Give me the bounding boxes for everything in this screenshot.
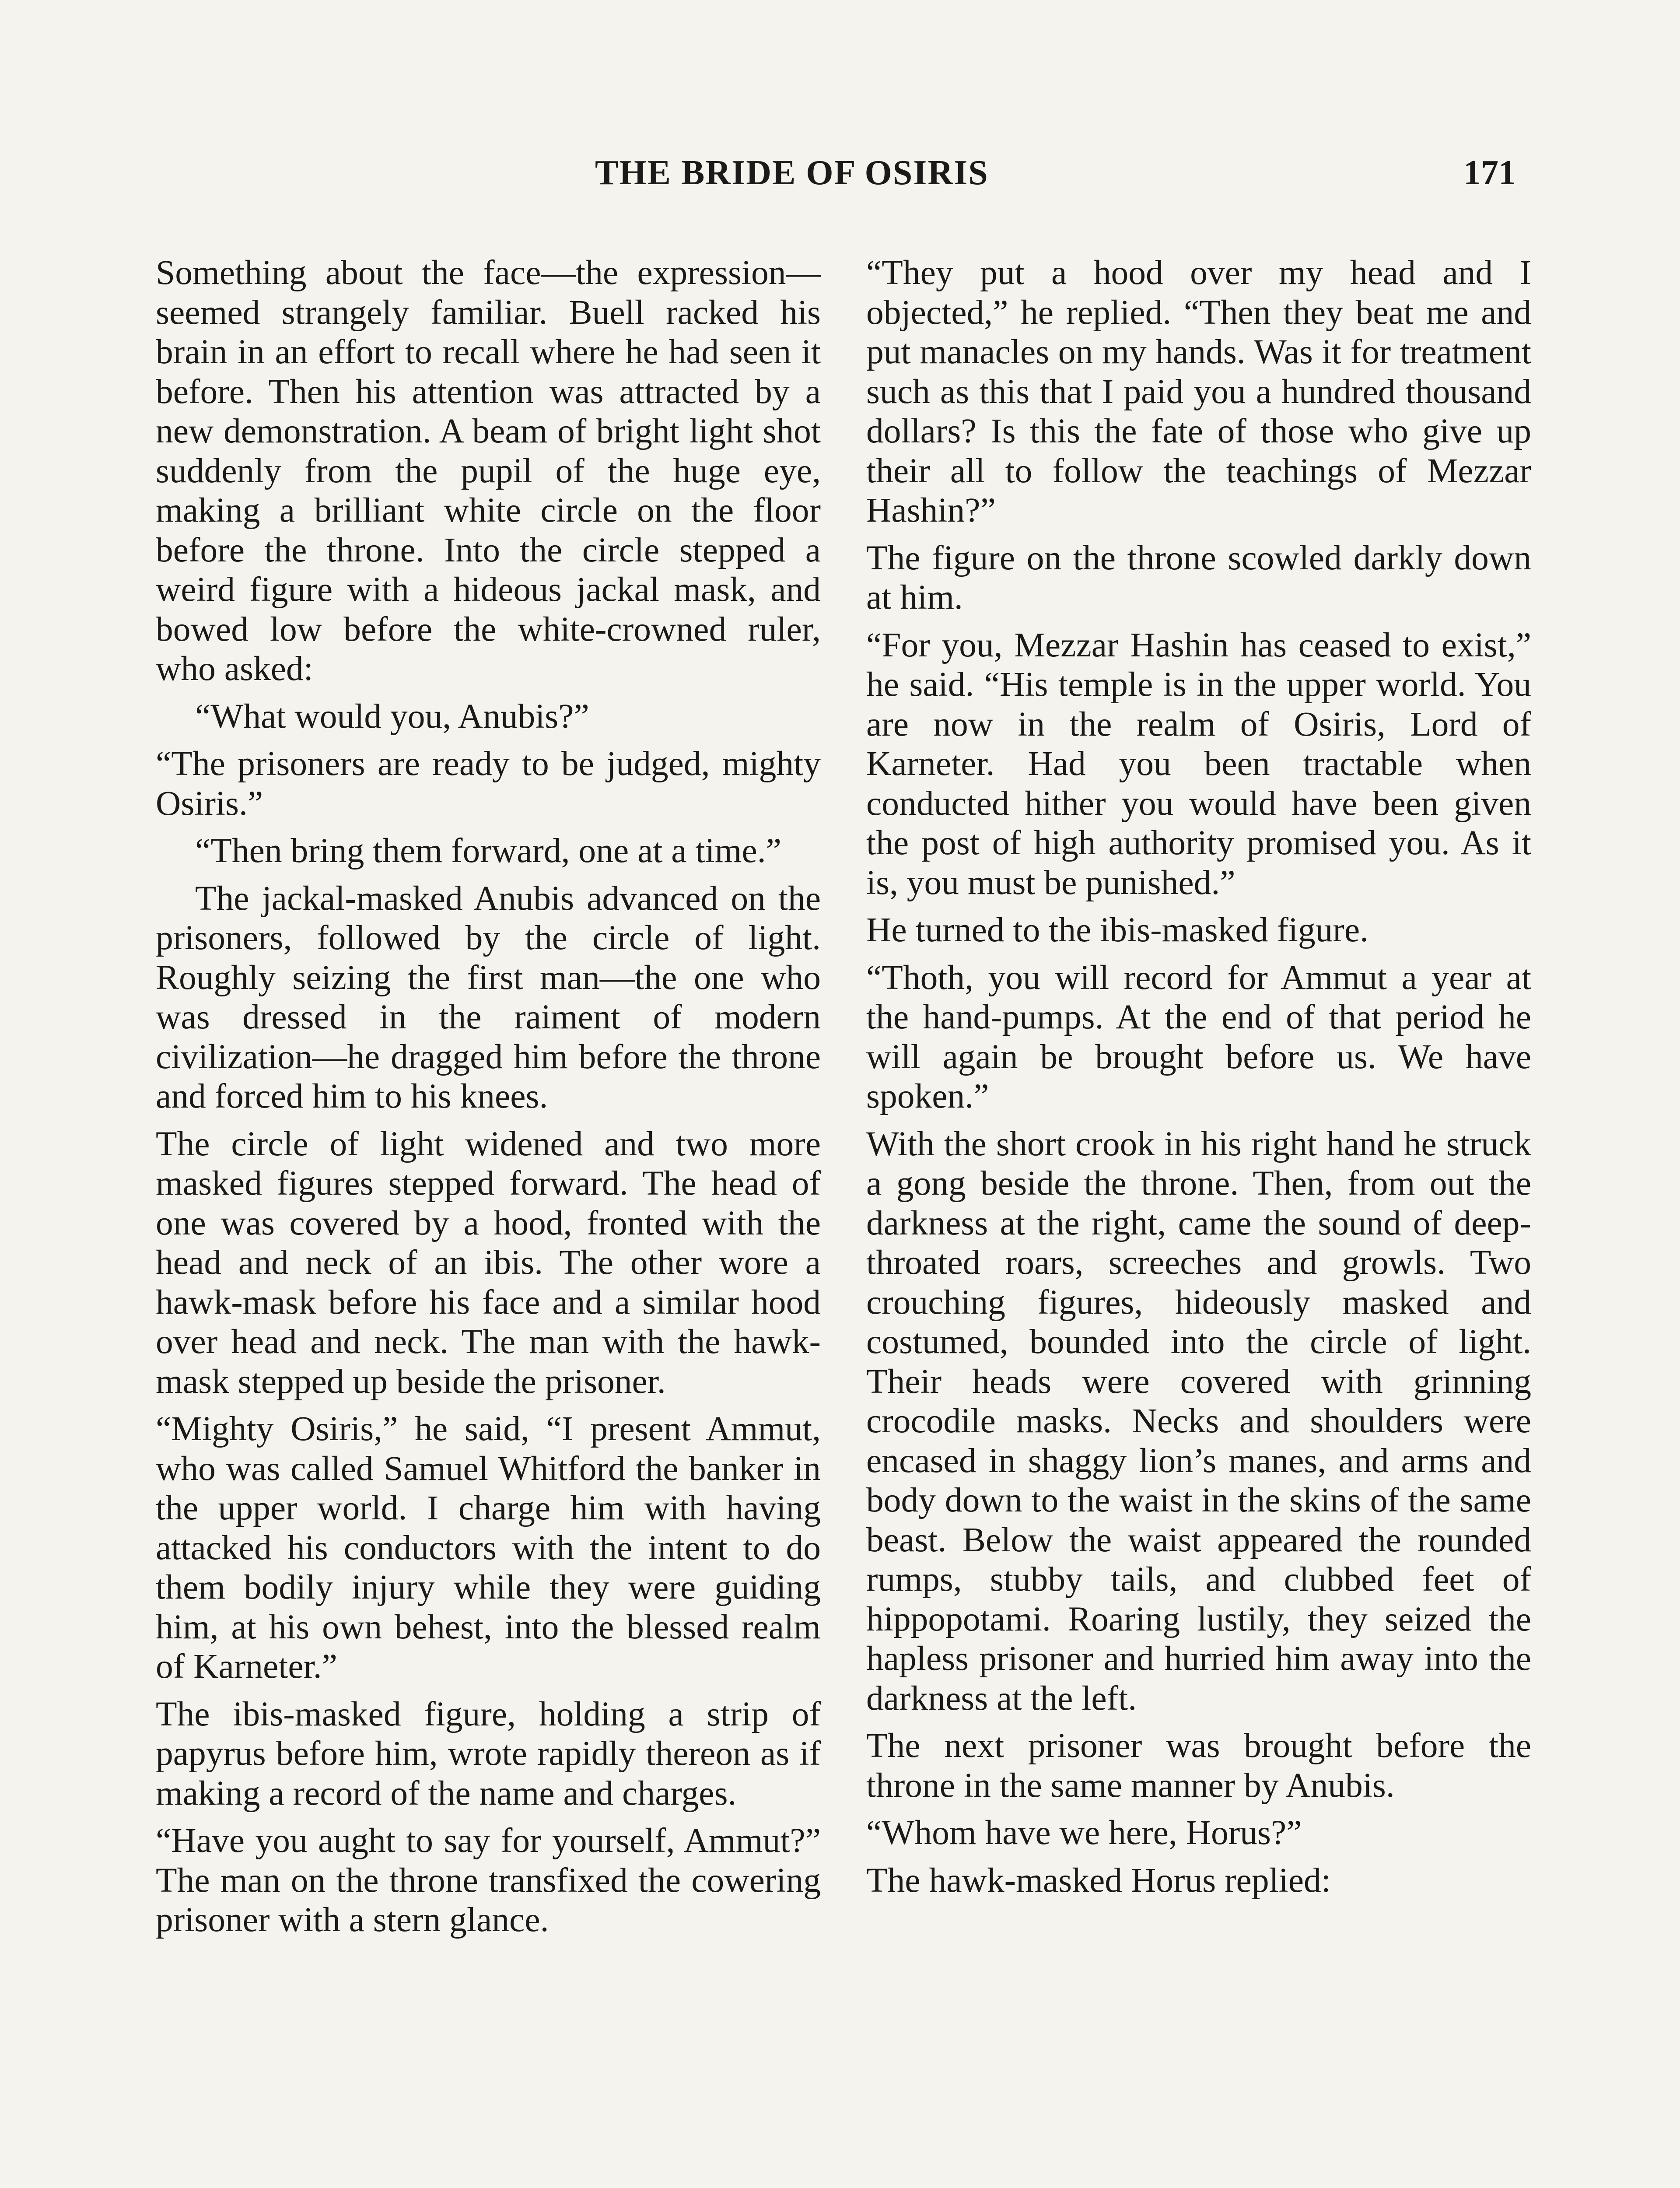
paragraph: “For you, Mezzar Hashin has ceased to exist,” he said. “His temple is in the upper world. You are now in the realm of Osiris, Lord of Karneter. Had you been tractable when conducted hither you would have been given the post of high authority promised you. As it is, you must be punished.”	[866, 625, 1531, 902]
paragraph: The figure on the throne scowled darkly down at him.	[866, 538, 1531, 617]
paragraph: “What would you, Anubis?”	[195, 697, 589, 736]
page-number: 171	[1463, 154, 1516, 192]
paragraph: The circle of light widened and two more masked figures stepped forward. The head of one was covered by a hood, fronted with the head and neck of an ibis. The other wore a hawk-mask before his face and a similar hood over head and neck. The man with the hawk-mask stepped up beside the prisoner.	[156, 1124, 821, 1401]
paragraph: The hawk-masked Horus replied:	[866, 1861, 1331, 1900]
paragraph: “Whom have we here, Horus?”	[866, 1813, 1302, 1852]
paragraph: “They put a hood over my head and I objected,” he replied. “Then they beat me and put manacles on my hands. Was it for treatment such as this that I paid you a hundred thousand dollars? Is this the fate of those who give up their all to follow the teachings of Mezzar Hashin?”	[866, 253, 1531, 529]
paragraph: “The prisoners are ready to be judged, mighty Osiris.”	[156, 744, 821, 823]
right-column	[866, 253, 1531, 1908]
paragraph: “Have you aught to say for yourself, Ammut?” The man on the throne transfixed the cowering prisoner with a stern glance.	[156, 1821, 821, 1939]
running-title: THE BRIDE OF OSIRIS	[595, 154, 989, 192]
paragraph: The jackal-masked Anubis advanced on the prisoners, followed by the circle of light. Roughly seizing the first man—the one who was dressed in the raiment of modern civilization—he dragged him before the throne and forced him to his knees.	[156, 879, 821, 1115]
paragraph: “Thoth, you will record for Ammut a year at the hand-pumps. At the end of that period he will again be brought before us. We have spoken.”	[866, 958, 1531, 1115]
paragraph: “Mighty Osiris,” he said, “I present Ammut, who was called Samuel Whitford the banker in the upper world. I charge him with having attacked his conductors with the intent to do them bodily injury while they were guiding him, at his own behest, into the blessed realm of Karneter.”	[156, 1410, 821, 1686]
paragraph: With the short crook in his right hand he struck a gong beside the throne. Then, from out the darkness at the right, came the sound of deep-throated roars, screeches and growls. Two crouching figures, hideously masked and costumed, bounded into the circle of light. Their heads were covered with grinning crocodile masks. Necks and shoulders were encased in shaggy lion’s manes, and arms and body down to the waist in the skins of the same beast. Below the waist appeared the rounded rumps, stubby tails, and clubbed feet of hippopotami. Roaring lustily, they seized the hapless prisoner and hurried him away into the darkness at the left.	[866, 1124, 1531, 1718]
left-column	[156, 253, 821, 1948]
paragraph: Something about the face—the expression—seemed strangely familiar. Buell racked his brain in an effort to recall where he had seen it before. Then his attention was attracted by a new demonstration. A beam of bright light shot suddenly from the pupil of the huge eye, making a brilliant white circle on the floor before the throne. Into the circle stepped a weird figure with a hideous jackal mask, and bowed low before the white-crowned ruler, who asked:	[156, 253, 821, 688]
paragraph: He turned to the ibis-masked figure.	[866, 911, 1369, 949]
paragraph: “Then bring them forward, one at a time.”	[195, 831, 781, 870]
paragraph: The ibis-masked figure, holding a strip of papyrus before him, wrote rapidly thereon as if making a record of the name and charges.	[156, 1694, 821, 1813]
paragraph: The next prisoner was brought before the throne in the same manner by Anubis.	[866, 1726, 1531, 1805]
